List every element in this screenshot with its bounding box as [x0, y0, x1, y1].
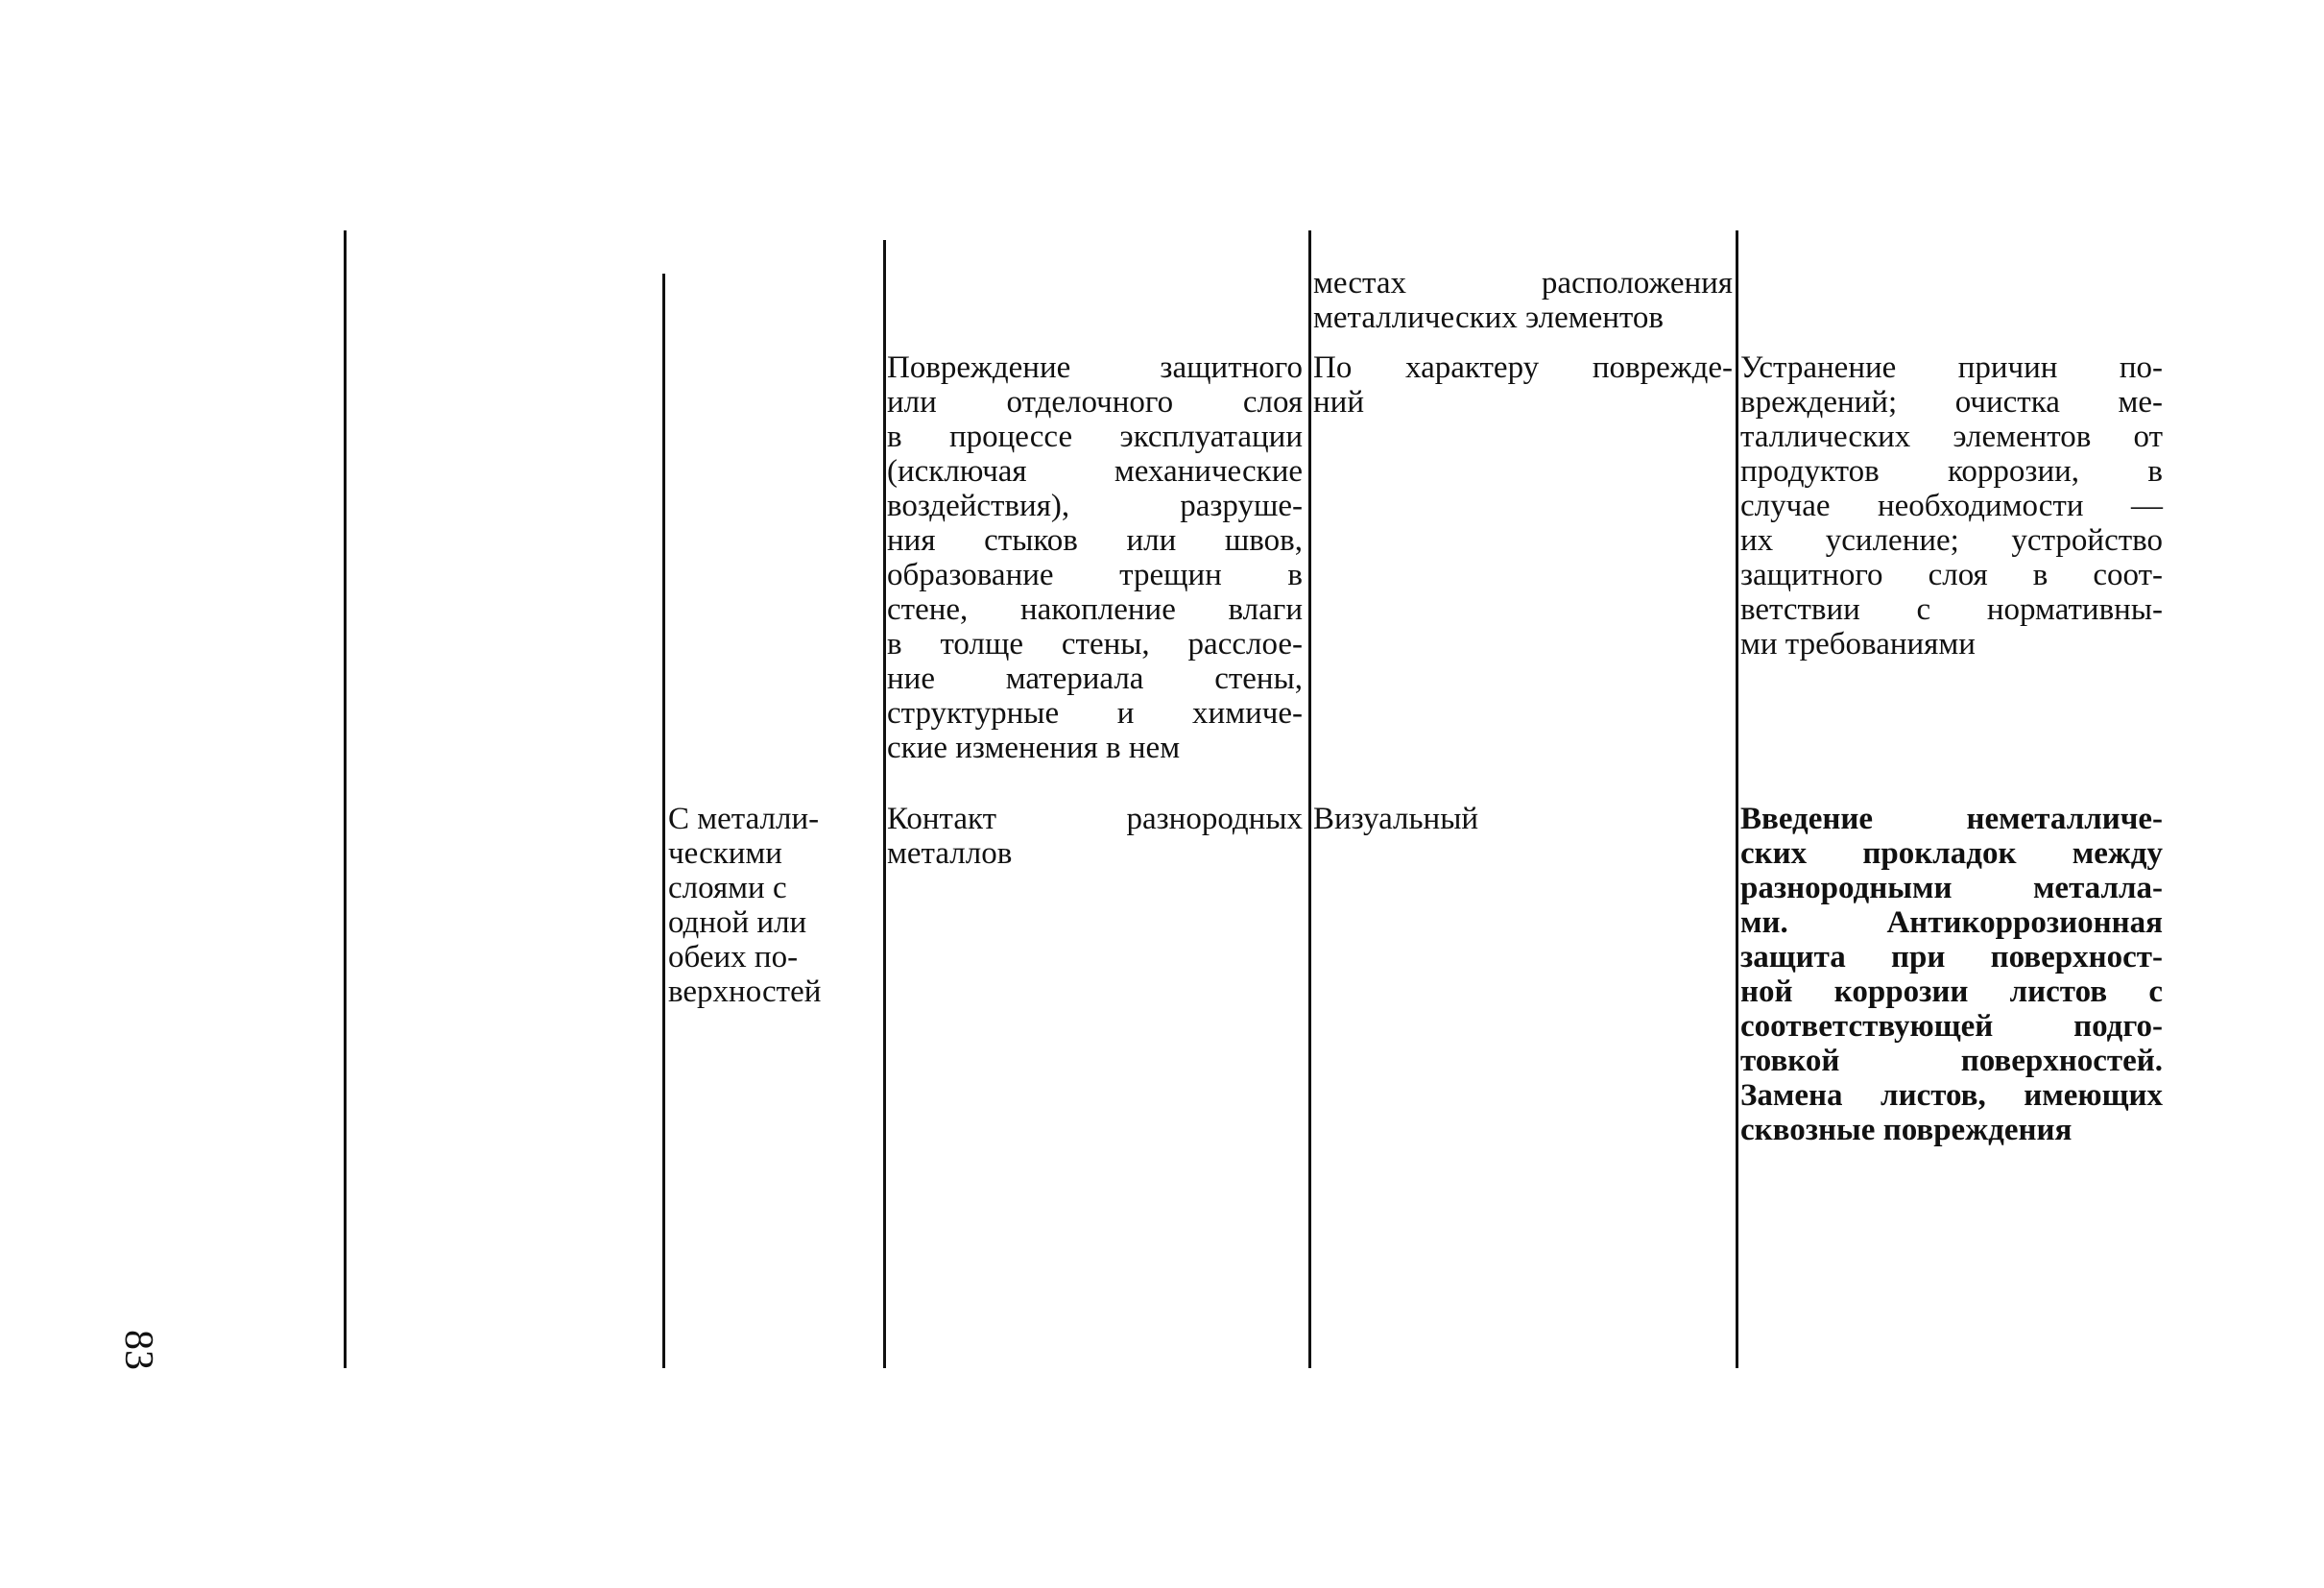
text-line: Устранение причин по- — [1740, 350, 2163, 385]
text-line: ний — [1313, 385, 1364, 420]
metal-method-cell — [1313, 802, 1733, 836]
text-line: верхностей — [668, 974, 822, 1009]
metal-cause-cell — [887, 802, 1303, 871]
text-line: сквозные повреждения — [1740, 1113, 2072, 1147]
text-line: в толще стены, расслое- — [887, 627, 1303, 662]
text-line: таллических элементов от — [1740, 420, 2163, 454]
text-line: ских прокладок между — [1740, 836, 2163, 871]
text-line: Контакт разнородных — [887, 802, 1303, 836]
table-rule-remedy — [1736, 230, 1738, 1368]
metal-type-cell — [668, 802, 860, 1009]
text-line: случае необходимости — — [1740, 489, 2163, 523]
text-line: разнородными металла- — [1740, 871, 2163, 905]
text-line: По характеру поврежде- — [1313, 350, 1733, 385]
text-line: структурные и химиче- — [887, 696, 1303, 731]
text-line: защита при поверхност- — [1740, 940, 2163, 974]
text-line: продуктов коррозии, в — [1740, 454, 2163, 489]
text-line: (исключая механические — [887, 454, 1303, 489]
text-line: стене, накопление влаги — [887, 592, 1303, 627]
text-line: ми. Антикоррозионная — [1740, 905, 2163, 940]
text-line: местах расположения — [1313, 266, 1733, 301]
text-line: Введение неметалличе- — [1740, 802, 2163, 836]
continuation-method-cell — [1313, 266, 1733, 335]
metal-remedy-cell — [1740, 802, 2163, 1147]
text-line: ния стыков или швов, — [887, 523, 1303, 558]
table-rule-type — [662, 274, 665, 1368]
text-line: их усиление; устройство — [1740, 523, 2163, 558]
damage-cause-cell — [887, 350, 1303, 765]
text-line: ские изменения в нем — [887, 731, 1181, 765]
text-line: С металли- — [668, 802, 820, 836]
text-line: ной коррозии листов с — [1740, 974, 2163, 1009]
text-line: воздействия), разруше- — [887, 489, 1303, 523]
text-line: ние материала стены, — [887, 662, 1303, 696]
text-line: металлических элементов — [1313, 301, 1664, 335]
damage-remedy-cell — [1740, 350, 2163, 662]
text-line: ческими — [668, 836, 782, 871]
table-rule-left — [344, 230, 347, 1368]
table-rule-method — [1308, 230, 1311, 1368]
text-line: ми требованиями — [1740, 627, 1976, 662]
text-line: металлов — [887, 836, 1013, 871]
text-line: Замена листов, имеющих — [1740, 1078, 2163, 1113]
text-line: обеих по- — [668, 940, 799, 974]
text-line: Повреждение защитного — [887, 350, 1303, 385]
table-rule-cause — [883, 240, 886, 1368]
damage-method-cell — [1313, 350, 1733, 420]
text-line: одной или — [668, 905, 807, 940]
text-line: слоями с — [668, 871, 787, 905]
text-line: защитного слоя в соот- — [1740, 558, 2163, 592]
text-line: в процессе эксплуатации — [887, 420, 1303, 454]
text-line: соответствующей подго- — [1740, 1009, 2163, 1044]
text-line: образование трещин в — [887, 558, 1303, 592]
text-line: вреждений; очистка ме- — [1740, 385, 2163, 420]
page-number: 83 — [116, 1330, 160, 1370]
text-line: или отделочного слоя — [887, 385, 1303, 420]
text-line: ветствии с нормативны- — [1740, 592, 2163, 627]
text-line: товкой поверхностей. — [1740, 1044, 2163, 1078]
text-line: Визуальный — [1313, 802, 1479, 836]
